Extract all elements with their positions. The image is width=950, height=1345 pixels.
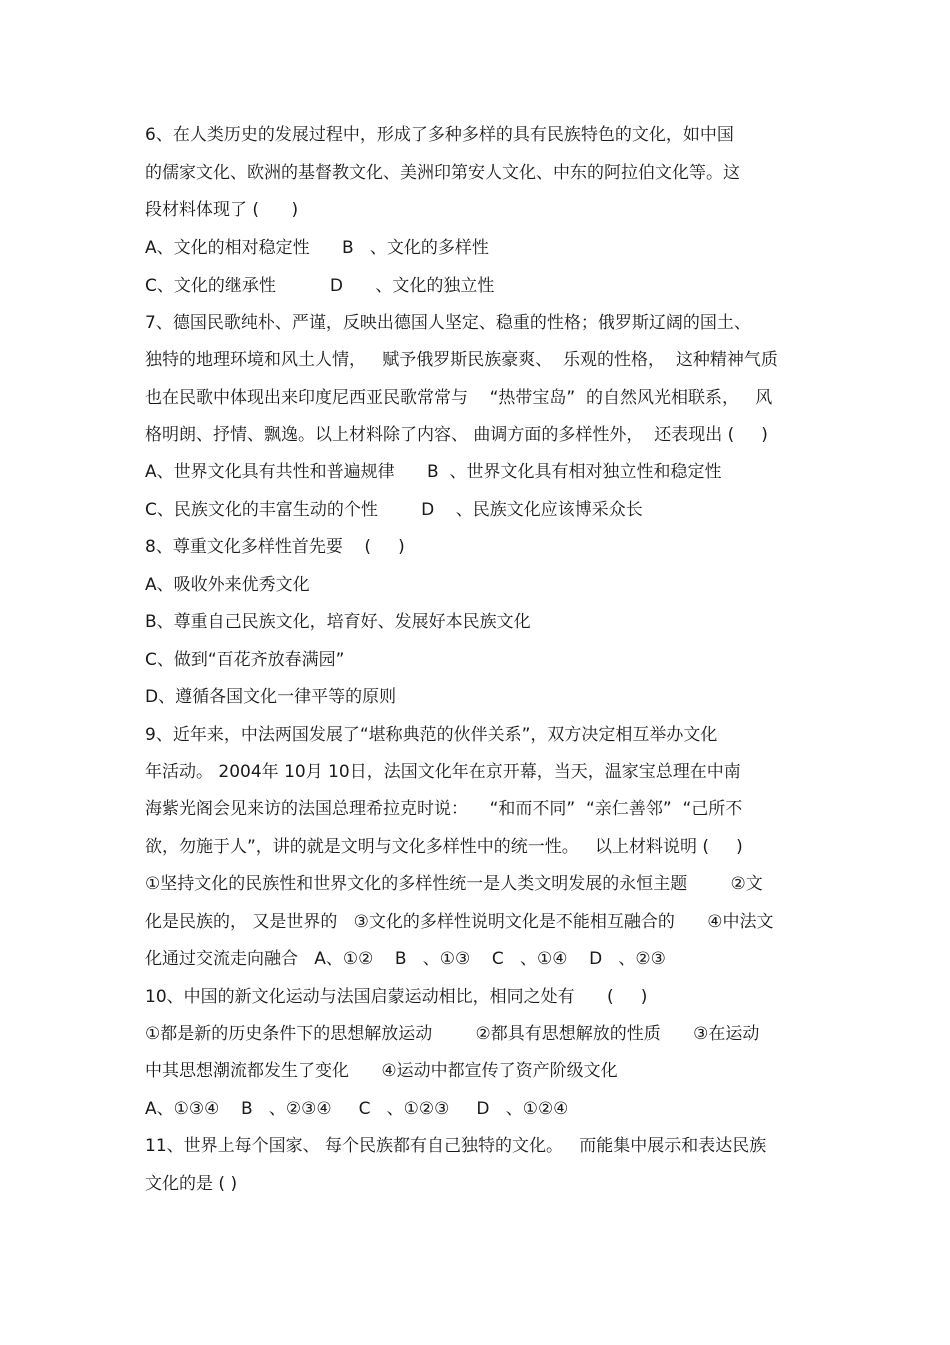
text-line: ①坚持文化的民族性和世界文化的多样性统一是人类文明发展的永恒主题 ②文 bbox=[145, 874, 763, 894]
text-line: ①都是新的历史条件下的思想解放运动 ②都具有思想解放的性质 ③在运动 bbox=[145, 1024, 760, 1044]
option-line: A、吸收外来优秀文化 bbox=[145, 575, 310, 595]
text-line: 也在民歌中体现出来印度尼西亚民歌常常与 “热带宝岛” 的自然风光相联系， 风 bbox=[145, 388, 773, 408]
option-line: C、文化的继承性 D 、文化的独立性 bbox=[145, 276, 495, 296]
text-line: 11、世界上每个国家、 每个民族都有自己独特的文化。 而能集中展示和表达民族 bbox=[145, 1136, 767, 1156]
text-line: 7、德国民歌纯朴、严谨，反映出德国人坚定、稳重的性格；俄罗斯辽阔的国土、 bbox=[145, 313, 751, 333]
text-line: 格明朗、抒情、飘逸。以上材料除了内容、 曲调方面的多样性外， 还表现出 ( ) bbox=[145, 425, 768, 445]
text-line: 独特的地理环境和风土人情， 赋予俄罗斯民族豪爽、 乐观的性格， 这种精神气质 bbox=[145, 350, 778, 370]
text-line: 6、在人类历史的发展过程中，形成了多种多样的具有民族特色的文化，如中国 bbox=[145, 125, 734, 145]
option-line: C、做到“百花齐放春满园” bbox=[145, 650, 345, 670]
text-line: 海紫光阁会见来访的法国总理希拉克时说： “和而不同” “亲仁善邻” “己所不 bbox=[145, 799, 743, 819]
option-line: C、民族文化的丰富生动的个性 D 、民族文化应该博采众长 bbox=[145, 500, 643, 520]
text-line: 9、近年来，中法两国发展了“堪称典范的伙伴关系”，双方决定相互举办文化 bbox=[145, 725, 718, 745]
text-line: 10、中国的新文化运动与法国启蒙运动相比，相同之处有 ( ) bbox=[145, 987, 648, 1007]
text-line: 的儒家文化、欧洲的基督教文化、美洲印第安人文化、中东的阿拉伯文化等。这 bbox=[145, 163, 740, 183]
text-line: 化是民族的， 又是世界的 ③文化的多样性说明文化是不能相互融合的 ④中法文 bbox=[145, 912, 774, 932]
option-line: A、文化的相对稳定性 B 、文化的多样性 bbox=[145, 238, 489, 258]
option-line: B、尊重自己民族文化，培育好、发展好本民族文化 bbox=[145, 612, 531, 632]
option-line: A、①③④ B 、②③④ C 、①②③ D 、①②④ bbox=[145, 1099, 569, 1119]
option-line: D、遵循各国文化一律平等的原则 bbox=[145, 687, 397, 707]
option-line: A、世界文化具有共性和普遍规律 B 、世界文化具有相对独立性和稳定性 bbox=[145, 462, 722, 482]
text-line: 欲，勿施于人”，讲的就是文明与文化多样性中的统一性。 以上材料说明 ( ) bbox=[145, 837, 743, 857]
text-line: 8、尊重文化多样性首先要 ( ) bbox=[145, 537, 405, 557]
text-line: 段材料体现了 ( ) bbox=[145, 200, 299, 220]
text-line: 年活动。 2004年 10月 10日，法国文化年在京开幕，当天，温家宝总理在中南 bbox=[145, 762, 741, 782]
text-line: 中其思想潮流都发生了变化 ④运动中都宣传了资产阶级文化 bbox=[145, 1061, 618, 1081]
text-line: 文化的是 ( ) bbox=[145, 1174, 238, 1194]
option-line: 化通过交流走向融合 A、①② B 、①③ C 、①④ D 、②③ bbox=[145, 949, 666, 969]
